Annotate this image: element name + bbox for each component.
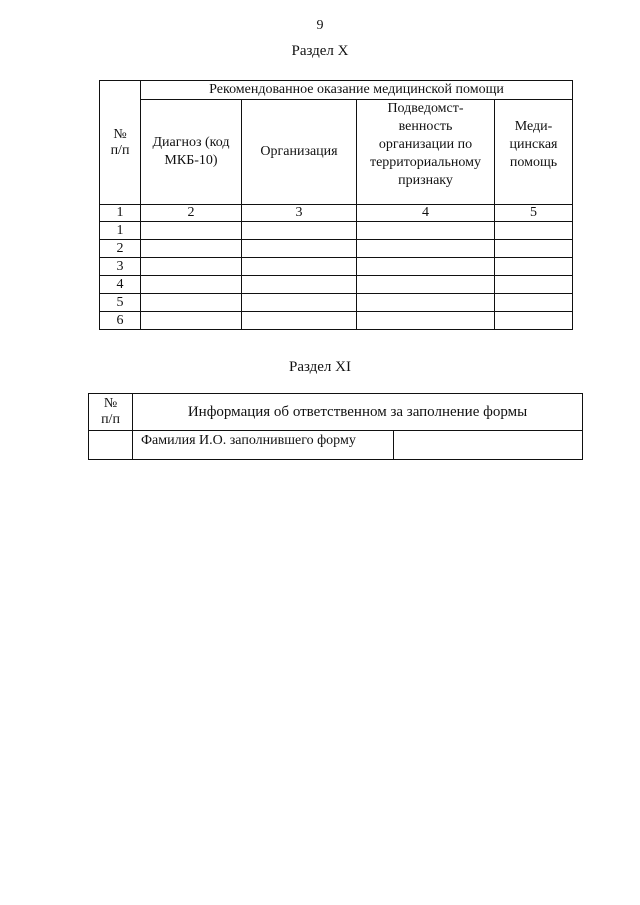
- table-row: [89, 431, 583, 460]
- cell-organization[interactable]: [242, 312, 357, 330]
- header-line: Подведомст-: [387, 101, 464, 116]
- table-row: [100, 294, 573, 312]
- cell-organization[interactable]: [242, 294, 357, 312]
- header-line: МКБ-10): [164, 153, 218, 168]
- table-row: [100, 312, 573, 330]
- cell-medical-help[interactable]: [495, 294, 573, 312]
- row-number: 3: [100, 258, 141, 276]
- header-line: Диагноз (код: [152, 135, 230, 150]
- num-abbrev: п/п: [110, 142, 130, 158]
- cell-medical-help[interactable]: [495, 258, 573, 276]
- row-number[interactable]: [89, 431, 133, 460]
- cell-subordination[interactable]: [357, 294, 495, 312]
- cell-organization[interactable]: [242, 258, 357, 276]
- header-line: признаку: [398, 173, 453, 188]
- responsible-name-value[interactable]: [394, 431, 583, 460]
- cell-subordination[interactable]: [357, 312, 495, 330]
- cell-subordination[interactable]: [357, 222, 495, 240]
- row-number: 6: [100, 312, 141, 330]
- table-row: [100, 276, 573, 294]
- cell-medical-help[interactable]: [495, 276, 573, 294]
- row-number: 1: [100, 222, 141, 240]
- column-number: 4: [357, 205, 495, 222]
- header-line: территориальному: [369, 155, 482, 170]
- cell-medical-help[interactable]: [495, 312, 573, 330]
- header-num-cell: [89, 394, 133, 431]
- column-number: 1: [100, 205, 141, 222]
- header-line: Меди-: [514, 119, 553, 134]
- header-medical-help: [495, 100, 573, 205]
- cell-subordination[interactable]: [357, 276, 495, 294]
- cell-organization[interactable]: [242, 240, 357, 258]
- section-10-title: Раздел X: [291, 43, 349, 59]
- page-number: 9: [316, 18, 324, 33]
- cell-medical-help[interactable]: [495, 240, 573, 258]
- column-number: 3: [242, 205, 357, 222]
- cell-organization[interactable]: [242, 276, 357, 294]
- header-line: венность: [398, 119, 453, 134]
- cell-diagnosis[interactable]: [141, 222, 242, 240]
- num-abbrev: п/п: [101, 412, 120, 427]
- section-11-title: Раздел XI: [288, 359, 351, 375]
- column-number: 5: [495, 205, 573, 222]
- num-symbol: №: [103, 396, 118, 411]
- responsible-name-label: Фамилия И.О. заполнившего форму: [133, 431, 394, 460]
- row-number: 4: [100, 276, 141, 294]
- num-symbol: №: [113, 126, 127, 142]
- column-number: 2: [141, 205, 242, 222]
- header-organization: Организация: [242, 100, 357, 205]
- cell-medical-help[interactable]: [495, 222, 573, 240]
- cell-diagnosis[interactable]: [141, 240, 242, 258]
- cell-diagnosis[interactable]: [141, 258, 242, 276]
- cell-diagnosis[interactable]: [141, 276, 242, 294]
- section-11-header: Информация об ответственном за заполнение формы: [133, 394, 583, 431]
- section-11-table: [88, 393, 583, 460]
- header-diagnosis: [141, 100, 242, 205]
- section-10-table: [99, 80, 573, 330]
- header-num-cell: [100, 81, 141, 205]
- cell-diagnosis[interactable]: [141, 312, 242, 330]
- cell-diagnosis[interactable]: [141, 294, 242, 312]
- table-row: [100, 240, 573, 258]
- group-header: Рекомендованное оказание медицинской помощи: [141, 81, 573, 100]
- header-line: помощь: [509, 155, 558, 170]
- table-row: [100, 258, 573, 276]
- row-number: 5: [100, 294, 141, 312]
- table-row: [100, 222, 573, 240]
- cell-organization[interactable]: [242, 222, 357, 240]
- column-number-row: [100, 205, 573, 222]
- header-subordination: [357, 100, 495, 205]
- header-line: цинская: [509, 137, 558, 152]
- header-line: организации по: [378, 137, 473, 152]
- row-number: 2: [100, 240, 141, 258]
- cell-subordination[interactable]: [357, 258, 495, 276]
- cell-subordination[interactable]: [357, 240, 495, 258]
